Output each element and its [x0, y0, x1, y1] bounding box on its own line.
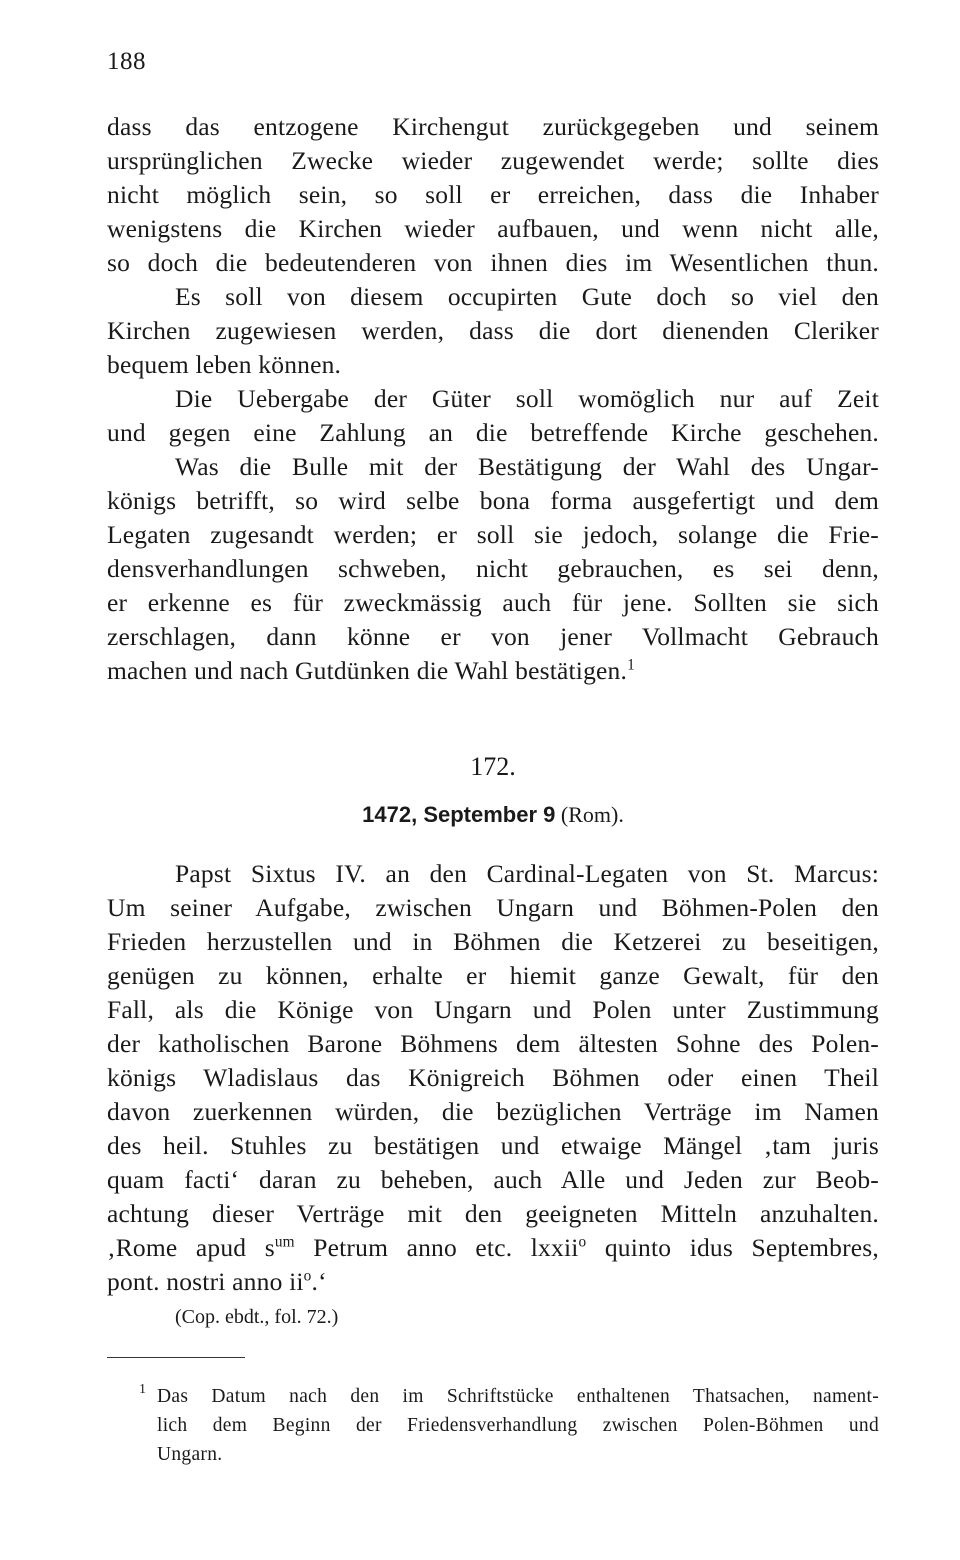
text-line: so doch die bedeutenderen von ihnen dies im Wesentlichen thun. [107, 248, 879, 277]
source-citation: (Cop. ebdt., fol. 72.) [175, 1306, 339, 1328]
text-line: Frieden herzustellen und in Böhmen die Ketzerei zu beseitigen, [107, 927, 879, 956]
text-line: dass das entzogene Kirchengut zurückgegeben und seinem [107, 112, 879, 141]
text-line: des heil. Stuhles zu bestätigen und etwaige Mängel ‚tam juris [107, 1131, 879, 1160]
superscript: o [578, 1233, 587, 1251]
text-line: achtung dieser Verträge mit den geeigneten Mitteln anzuhalten. [107, 1199, 879, 1228]
text-segment: Petrum anno etc. lxxii [294, 1233, 579, 1262]
text-segment: pont. nostri anno ii [107, 1267, 304, 1296]
text-line: densverhandlungen schweben, nicht gebrauchen, es sei denn, [107, 554, 879, 583]
page-number: 188 [107, 48, 146, 75]
text-segment: .‘ [311, 1267, 327, 1296]
document-place: (Rom). [560, 802, 624, 827]
text-line: Es soll von diesem occupirten Gute doch so viel den [175, 282, 879, 311]
text-line: Fall, als die Könige von Ungarn und Polen unter Zustimmung [107, 995, 879, 1024]
text-line: und gegen eine Zahlung an die betreffende Kirche geschehen. [107, 418, 879, 447]
latin-line [107, 1231, 879, 1265]
text-line: bequem leben können. [107, 350, 342, 379]
text-line: Legaten zugesandt werden; er soll sie jedoch, solange die Frie- [107, 520, 879, 549]
text-segment: ‚Rome apud s [107, 1233, 275, 1262]
text-segment: quinto idus Septembres, [586, 1233, 880, 1262]
text-line: wenigstens die Kirchen wieder aufbauen, und wenn nicht alle, [107, 214, 879, 243]
superscript: um [274, 1233, 295, 1251]
text-line: ursprünglichen Zwecke wieder zugewendet werde; sollte dies [107, 146, 879, 175]
text-line: Die Uebergabe der Güter soll womöglich nur auf Zeit [175, 384, 879, 413]
text-line: zerschlagen, dann könne er von jener Vollmacht Gebrauch [107, 622, 879, 651]
footnote-reference: 1 [627, 656, 635, 674]
footnote-line: Ungarn. [157, 1444, 223, 1465]
footnote-line: lich dem Beginn der Friedensverhandlung zwischen Polen-Böhmen und [157, 1415, 879, 1436]
text-line: Um seiner Aufgabe, zwischen Ungarn und Böhmen-Polen den [107, 893, 879, 922]
superscript: o [303, 1267, 312, 1285]
footnote-marker: 1 [139, 1382, 146, 1397]
text-line: der katholischen Barone Böhmens dem ältesten Sohne des Polen- [107, 1029, 879, 1058]
latin-line [107, 1265, 879, 1299]
document-number: 172. [470, 752, 516, 781]
text-line: genügen zu können, erhalte er hiemit ganze Gewalt, für den [107, 961, 879, 990]
text-line: königs betrifft, so wird selbe bona forma ausgefertigt und dem [107, 486, 879, 515]
text-line: Papst Sixtus IV. an den Cardinal-Legaten von St. Marcus: [175, 859, 879, 888]
footnote-divider [107, 1357, 245, 1358]
text-line-with-footnote [107, 654, 879, 688]
text-line: Kirchen zugewiesen werden, dass die dort dienenden Cleriker [107, 316, 879, 345]
text-line: davon zuerkennen würden, die bezüglichen Verträge im Namen [107, 1097, 879, 1126]
text-line: er erkenne es für zweckmässig auch für jene. Sollten sie sich [107, 588, 879, 617]
text-line: quam facti‘ daran zu beheben, auch Alle und Jeden zur Beob- [107, 1165, 879, 1194]
document-date-bold: 1472, September 9 [362, 802, 556, 827]
text-line: königs Wladislaus das Königreich Böhmen oder einen Theil [107, 1063, 879, 1092]
text-line: nicht möglich sein, so soll er erreichen, dass die Inhaber [107, 180, 879, 209]
document-date [107, 802, 879, 828]
footnote-line: Das Datum nach den im Schriftstücke enthaltenen Thatsachen, nament- [157, 1386, 879, 1407]
text-segment: machen und nach Gutdünken die Wahl bestätigen. [107, 656, 628, 685]
text-line: Was die Bulle mit der Bestätigung der Wahl des Ungar- [175, 452, 879, 481]
